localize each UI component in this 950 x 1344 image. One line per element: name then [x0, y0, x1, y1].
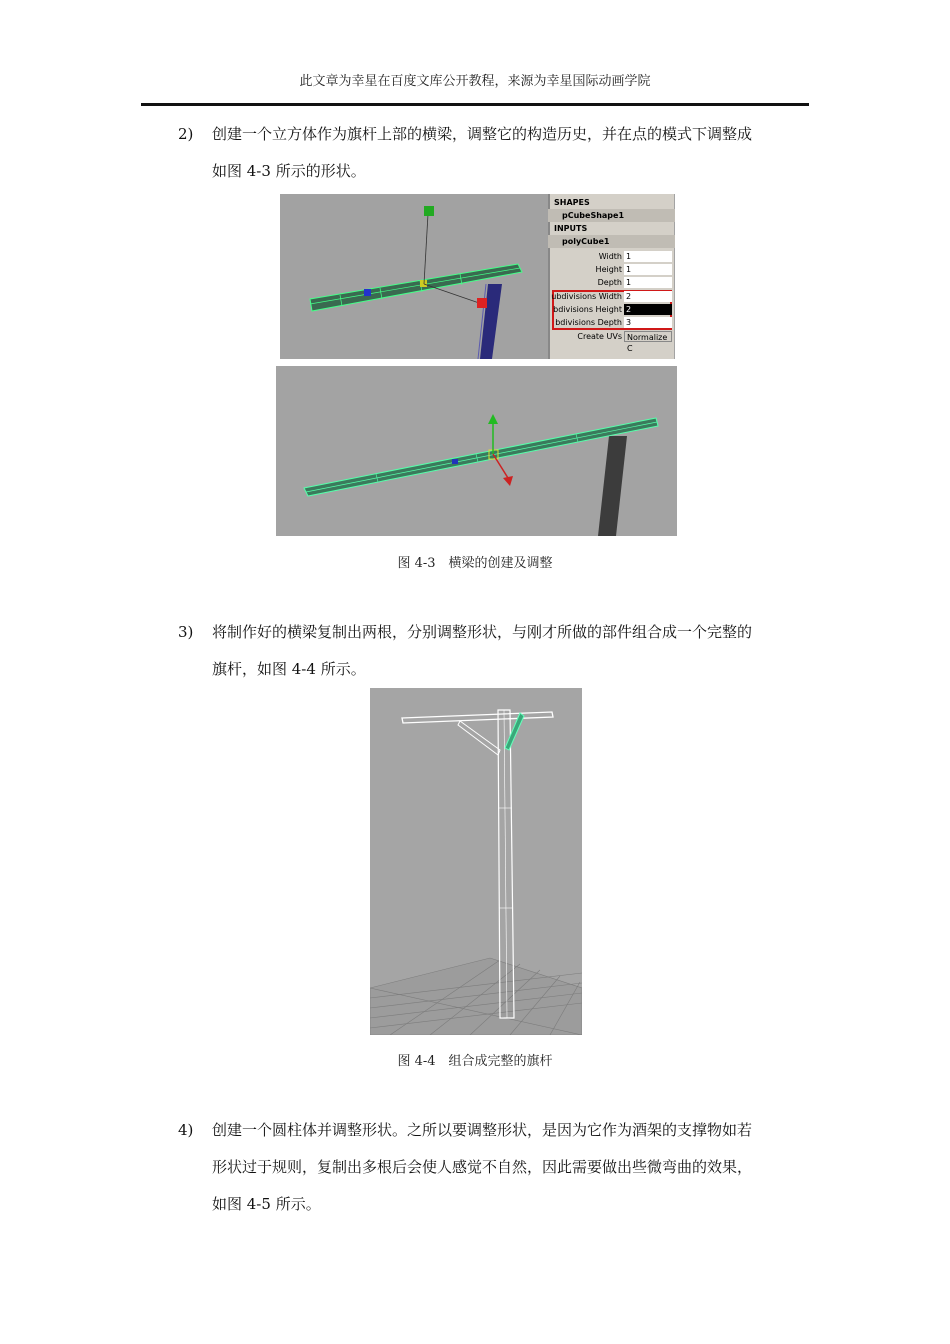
fig-4-3-bottom: [276, 366, 677, 536]
attribute-editor-panel: [548, 194, 674, 359]
attr-label: Height: [595, 265, 622, 274]
attr-row-subdiv-width: [548, 290, 674, 303]
step-line: 形状过于规则，复制出多根后会使人感觉不自然，因此需要做出些微弯曲的效果，: [212, 1158, 753, 1176]
attr-value-field[interactable]: 3: [624, 317, 672, 328]
page-header: 此文章为幸星在百度文库公开教程，来源为幸星国际动画学院: [299, 74, 651, 89]
step-number: 3): [178, 623, 194, 641]
attr-row-depth: [548, 276, 674, 289]
attr-value-field[interactable]: 1: [624, 264, 672, 275]
attr-label: ubdivisions Width: [551, 292, 622, 301]
create-uvs-dropdown[interactable]: Normalize C: [624, 331, 672, 342]
attr-row-width: [548, 250, 674, 263]
attr-value-field[interactable]: 1: [624, 277, 672, 288]
viewport-flagpole-complete: [370, 688, 582, 1035]
step-4: [178, 1112, 810, 1223]
inputs-header: INPUTS: [554, 224, 588, 233]
attr-row-height: [548, 263, 674, 276]
header-rule: [141, 103, 809, 106]
step-line: 创建一个立方体作为旗杆上部的横梁，调整它的构造历史，并在点的模式下调整成: [212, 125, 753, 143]
attr-row-subdiv-depth: [548, 316, 674, 329]
step-line: 如图 4-3 所示的形状。: [212, 162, 366, 180]
attr-value-field-selected[interactable]: 2: [624, 304, 672, 315]
attr-value-field[interactable]: 2: [624, 291, 672, 302]
step-line: 如图 4-5 所示。: [212, 1195, 321, 1213]
attr-label: bdivisions Height: [553, 305, 622, 314]
fig-4-3-caption: 图 4-3 横梁的创建及调整: [397, 556, 553, 571]
input-node-name[interactable]: polyCube1: [548, 235, 675, 248]
attr-label: Width: [598, 252, 622, 261]
fig-4-4: [370, 688, 582, 1035]
step-3: [178, 614, 810, 688]
fig-4-4-caption: 图 4-4 组合成完整的旗杆: [397, 1054, 553, 1069]
viewport-crossbeam-adjusted: [276, 366, 677, 536]
attr-row-subdiv-height: [548, 303, 674, 316]
shapes-header: SHAPES: [554, 198, 590, 207]
step-line: 旗杆，如图 4-4 所示。: [212, 660, 366, 678]
step-number: 2): [178, 125, 194, 143]
fig-4-3-top: [280, 194, 675, 359]
step-line: 将制作好的横梁复制出两根，分别调整形状，与刚才所做的部件组合成一个完整的: [212, 623, 753, 641]
attr-label: Create UVs: [577, 332, 622, 341]
attr-row-create-uvs: [548, 330, 674, 353]
viewport-crossbeam-edit: [280, 194, 548, 359]
shape-node-name[interactable]: pCubeShape1: [548, 209, 675, 222]
step-2: [178, 116, 810, 190]
step-number: 4): [178, 1121, 194, 1139]
attr-label: bdivisions Depth: [555, 318, 622, 327]
attr-value-field[interactable]: 1: [624, 251, 672, 262]
attr-label: Depth: [597, 278, 622, 287]
step-line: 创建一个圆柱体并调整形状。之所以要调整形状，是因为它作为酒架的支撑物如若: [212, 1121, 753, 1139]
